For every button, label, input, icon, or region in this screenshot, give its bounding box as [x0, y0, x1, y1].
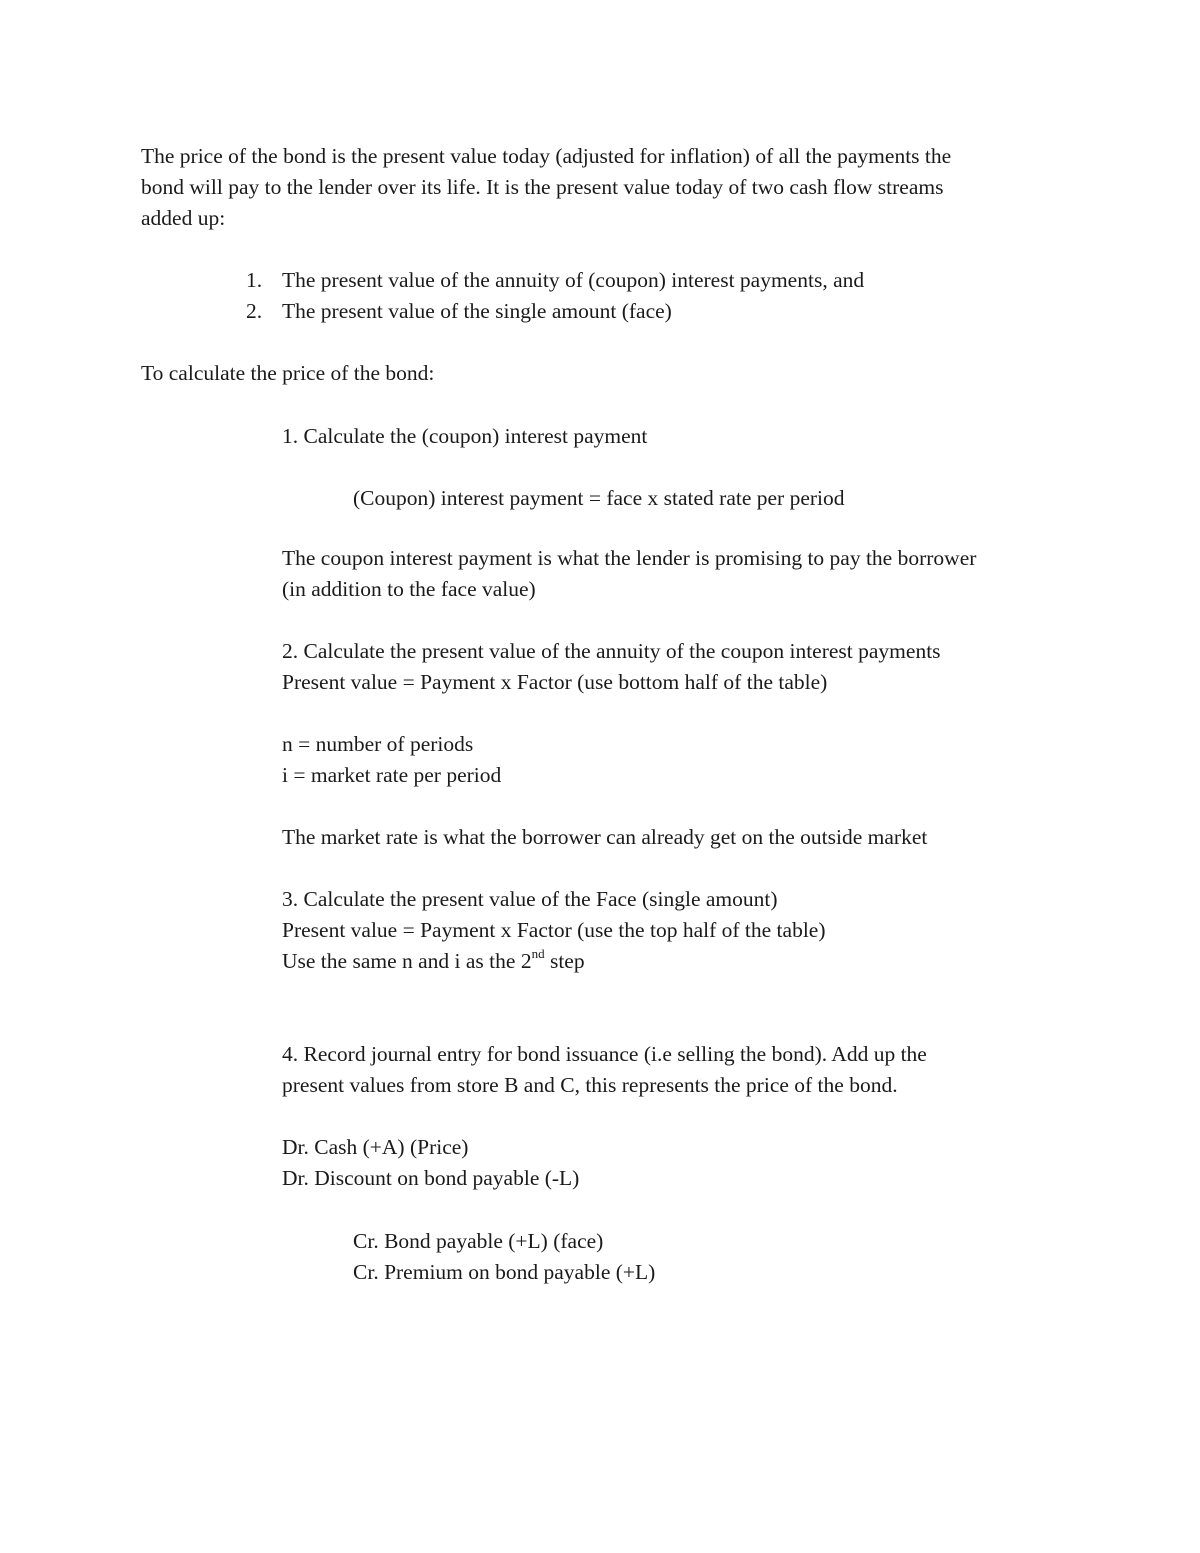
intro-line-2: bond will pay to the lender over its life. It is the present value today of two cash flow streams	[141, 175, 944, 199]
journal-debit-discount: Dr. Discount on bond payable (-L)	[282, 1166, 580, 1190]
step2-title: 2. Calculate the present value of the annuity of the coupon interest payments	[282, 639, 941, 663]
step2-n-definition: n = number of periods	[282, 732, 474, 756]
step3-title: 3. Calculate the present value of the Face (single amount)	[282, 887, 778, 911]
intro-line-3: added up:	[141, 206, 226, 230]
step3-formula: Present value = Payment x Factor (use the top half of the table)	[282, 918, 826, 942]
step4-title-line-2: present values from store B and C, this represents the price of the bond.	[282, 1073, 898, 1097]
step2-formula: Present value = Payment x Factor (use bottom half of the table)	[282, 670, 828, 694]
step4-title-line-1: 4. Record journal entry for bond issuance (i.e selling the bond). Add up the	[282, 1042, 927, 1066]
step1-note-line-1: The coupon interest payment is what the lender is promising to pay the borrower	[282, 546, 977, 570]
step3-same-n-i	[282, 945, 585, 974]
journal-credit-premium: Cr. Premium on bond payable (+L)	[353, 1260, 656, 1284]
calc-heading: To calculate the price of the bond:	[141, 361, 435, 385]
journal-credit-bond-payable: Cr. Bond payable (+L) (face)	[353, 1229, 604, 1253]
intro-line-1: The price of the bond is the present value today (adjusted for inflation) of all the payments the	[141, 144, 952, 168]
step3-ordinal-suffix: nd	[531, 945, 545, 961]
stream-item-1: The present value of the annuity of (coupon) interest payments, and	[282, 268, 865, 292]
step1-formula: (Coupon) interest payment = face x stated rate per period	[353, 486, 845, 510]
step3-same-suffix: step	[544, 949, 585, 973]
step3-same-prefix: Use the same n and i as the 2	[282, 949, 532, 973]
step2-note: The market rate is what the borrower can already get on the outside market	[282, 825, 928, 849]
step2-i-definition: i = market rate per period	[282, 763, 502, 787]
stream-number-2: 2.	[246, 299, 263, 323]
step1-note-line-2: (in addition to the face value)	[282, 577, 536, 601]
step1-title: 1. Calculate the (coupon) interest payment	[282, 424, 648, 448]
stream-number-1: 1.	[246, 268, 263, 292]
journal-debit-cash: Dr. Cash (+A) (Price)	[282, 1135, 469, 1159]
stream-item-2: The present value of the single amount (face)	[282, 299, 672, 323]
